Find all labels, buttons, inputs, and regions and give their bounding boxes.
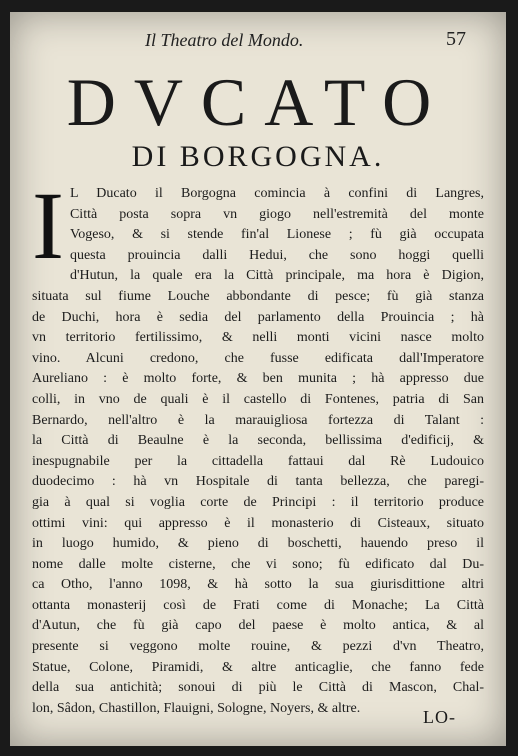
text-line: inespugnabile per la cittadella fattaui dal Rè Ludouico [32,453,484,469]
text-line: Città posta sopra vn giogo nell'estremità del monte [69,206,484,222]
drop-cap: I [32,172,64,279]
text-line: vn territorio fertilissimo, & nelli monti vicini nasce molto [32,330,484,346]
text-line: Vogeso, & si stende fin'al Lionese ; fù già occupata [69,227,484,243]
text-line: nome dalle molte cisterne, che vi sono; fù edificato dal Du- [32,556,484,572]
text-line: questa prouincia dalli Hedui, che sono hoggi quelli [69,247,484,263]
text-line: Bernardo, nell'altro è la marauigliosa fortezza di Talant : [32,412,484,428]
text-line: Statue, Colone, Piramidi, & altre anticaglie, che fanno fede [32,659,484,675]
book-page [10,12,506,746]
text-line: ottimi vini: qui appresso è il monasterio di Cisteaux, situato [32,515,484,531]
text-line: duodecimo : hà vn Hospitale di tanta bellezza, che paregi- [32,474,484,490]
text-line: in luogo humido, & pieno di boschetti, hauendo preso il [32,536,484,552]
page-number: 57 [446,28,466,50]
text-line: presente si veggono molte rouine, & pezzi d'vn Theatro, [32,639,484,655]
text-line: L Ducato il Borgogna comincia à confini di Langres, [69,186,484,201]
page-title: DVCATO [66,64,450,140]
text-line: la Città di Beaulne è la seconda, bellissima d'edificij, & [32,433,484,449]
text-line: Aureliano : è molto forte, & ben munita ; hà appresso due [32,371,484,387]
page-subtitle: DI BORGOGNA. [131,140,385,173]
text-line: ca Otho, l'anno 1098, & hà sotto la sua giurisdittione altri [32,577,484,593]
text-line: d'Autun, che fù già capo del paese è molto antica, & al [32,618,484,634]
running-head [10,30,506,52]
text-line: situata sul fiume Louche abbondante di pesce; fù già stanza [32,288,484,304]
text-line: lon, Sâdon, Chastillon, Flauigni, Sologne, Noyers, & altre. [32,700,361,716]
text-line: d'Hutun, la quale era la Città principale, ma hora è Digion, [69,268,484,284]
body-text [32,172,484,719]
text-line: gia à qual si voglia corte de Principi : il territorio produce [32,494,484,510]
running-title: Il Theatro del Mondo. [145,30,304,50]
text-line: della sua antichità; sonoui di più le Città di Mascon, Chal- [32,680,484,696]
text-line: de Duchi, hora è sedia del parlamento della Prouincia ; hà [32,309,484,325]
text-line: vino. Alcuni credono, che fusse edificata dall'Imperatore [32,350,484,366]
text-line: ottanta monasterij così de Frati come di Monache; La Città [32,597,484,613]
catchword: LO- [423,707,456,727]
text-line: colli, in vno de quali è il castello di Fontenes, patria di San [32,391,484,407]
